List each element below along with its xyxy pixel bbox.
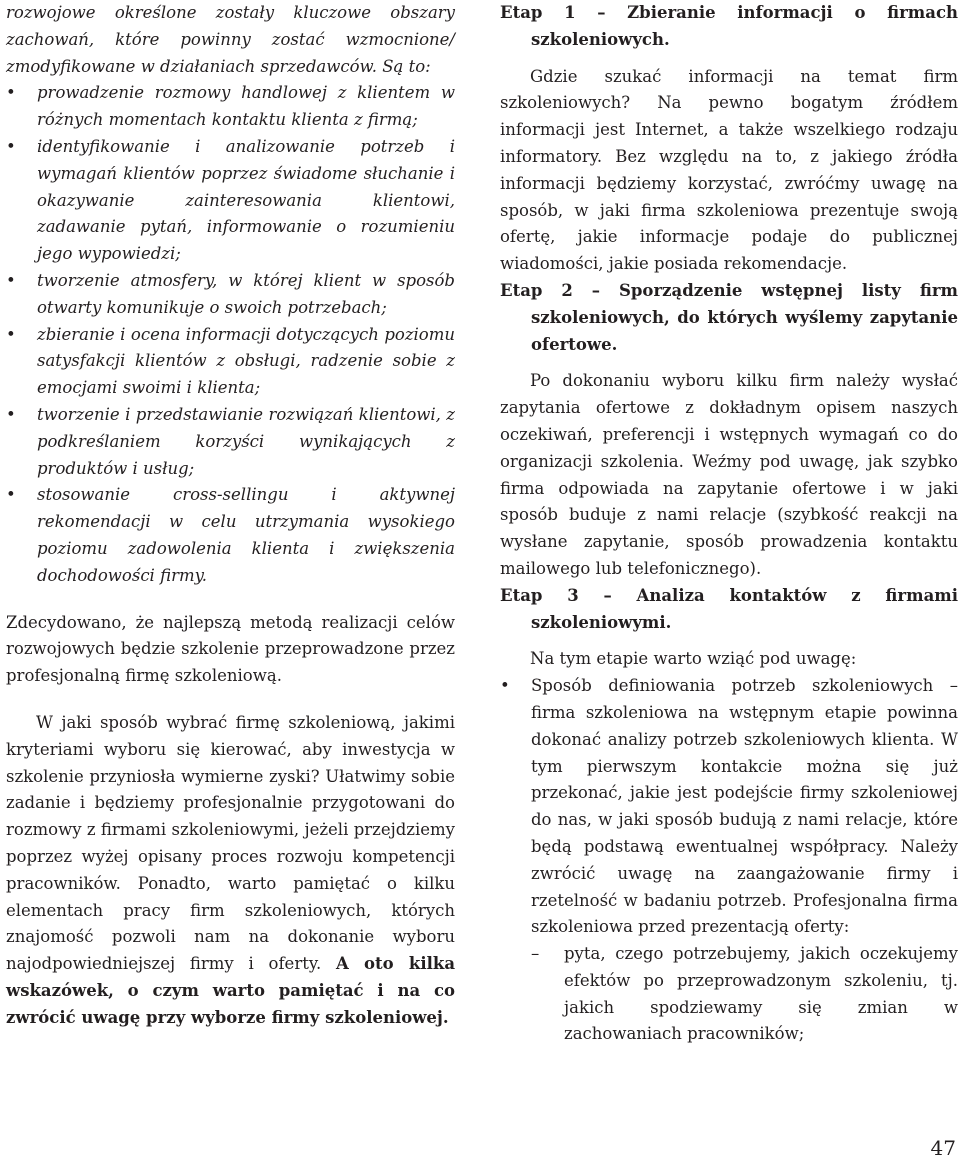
left-column <box>6 0 455 1031</box>
list-item: • tworzenie i przedstawianie rozwiązań klientowi, z podkreślaniem korzyści wynikających z produktów i usług; <box>6 402 455 482</box>
list-item: • Sposób definiowania potrzeb szkoleniowych – firma szkoleniowa na wstępnym etapie powinna dokonać analizy potrzeb szkoleniowych klienta. W tym pierwszym kontakcie można się już przekonać, jakie jest podejście firmy szkoleniowej do nas, w jaki sposób budują z nami relacje, które będą podstawą ewentualnej współpracy. Należy zwrócić uwagę na zaangażowanie firmy i rzetelność w badaniu potrzeb. Profesjonalna firma szkoleniowa przed prezentacją oferty: <box>500 673 958 941</box>
list-item: • zbieranie i ocena informacji dotyczących poziomu satysfakcji klientów z obsługi, radzenie sobie z emocjami swoimi i klienta; <box>6 322 455 402</box>
list-item: – pyta, czego potrzebujemy, jakich oczekujemy efektów po przeprowadzonym szkoleniu, tj. jakich spodziewamy się zmian w zachowaniach pracowników; <box>500 941 958 1048</box>
list-item: • identyfikowanie i analizowanie potrzeb i wymagań klientów poprzez świadome słuchanie i okazywanie zainteresowania klientowi, zadawanie pytań, informowanie o rozumieniu jego wypowiedzi; <box>6 134 455 268</box>
guidance-text: W jaki sposób wybrać firmę szkoleniową, jakimi kryteriami wyboru się kierować, aby inwestycja w szkolenie przyniosła wymierne zyski? Ułatwimy sobie zadanie i będziemy profesjonalnie przygotowani do rozmowy z firmami szkoleniowymi, jeżeli przejdziemy poprzez wyżej opisany proces rozwoju kompetencji pracowników. Ponadto, warto pamiętać o kilku elementach pracy firm szkoleniowych, których znajomość pozwoli nam na dokonanie wyboru najodpowiedniejszej firmy i oferty. <box>6 712 455 974</box>
page-number: 47 <box>930 1136 956 1160</box>
stage2-paragraph: Po dokonaniu wyboru kilku firm należy wysłać zapytania ofertowe z dokładnym opisem naszych oczekiwań, preferencji i wstępnych wymagań co do organizacji szkolenia. Weźmy pod uwagę, jak szybko firma odpowiada na zapytanie ofertowe i w jaki sposób buduje z nami relacje (szybkość reakcji na wysłane zapytanie, sposób prowadzenia kontaktu mailowego lub telefonicznego). <box>500 371 958 578</box>
stage3-dash-list <box>500 941 958 1048</box>
intro-paragraph: rozwojowe określone zostały kluczowe obszary zachowań, które powinny zostać wzmocnione/ zmodyfikowane w działaniach sprzedawców. Są to: <box>6 3 455 76</box>
right-column <box>500 0 958 1048</box>
stage2-heading: Etap 2 – Sporządzenie wstępnej listy firm szkoleniowych, do których wyślemy zapytanie ofertowe. <box>500 280 958 354</box>
list-item: • stosowanie cross-sellingu i aktywnej rekomendacji w celu utrzymania wysokiego poziomu zadowolenia klienta i zwiększenia dochodowości firmy. <box>6 482 455 589</box>
stage3-intro: Na tym etapie warto wziąć pod uwagę: <box>530 649 857 669</box>
list-item: • prowadzenie rozmowy handlowej z klientem w różnych momentach kontaktu klienta z firmą; <box>6 80 455 134</box>
conclusion-paragraph: Zdecydowano, że najlepszą metodą realizacji celów rozwojowych będzie szkolenie przeprowadzone przez profesjonalną firmę szkoleniową. <box>6 612 455 686</box>
guidance-paragraph <box>6 710 455 1032</box>
list-item: • tworzenie atmosfery, w której klient w sposób otwarty komunikuje o swoich potrzebach; <box>6 268 455 322</box>
stage3-heading: Etap 3 – Analiza kontaktów z firmami szkoleniowymi. <box>500 585 958 632</box>
stage3-bullet-list <box>500 673 958 941</box>
guidance-bold-text: A oto kilka wskazówek, o czym warto pamiętać i na co zwrócić uwagę przy wyborze firmy szkoleniowej. <box>6 954 456 1027</box>
behavior-list <box>6 80 455 589</box>
stage1-heading: Etap 1 – Zbieranie informacji o firmach szkoleniowych. <box>500 3 958 49</box>
stage1-paragraph: Gdzie szukać informacji na temat firm szkoleniowych? Na pewno bogatym źródłem informacji jest Internet, a także wszelkiego rodzaju informatory. Bez względu na to, z jakiego źródła informacji będziemy korzystać, zwróćmy uwagę na sposób, w jaki firma szkoleniowa prezentuje swoją ofertę, jakie informacje podaje do publicznej wiadomości, jakie posiada rekomendacje. <box>500 66 958 274</box>
